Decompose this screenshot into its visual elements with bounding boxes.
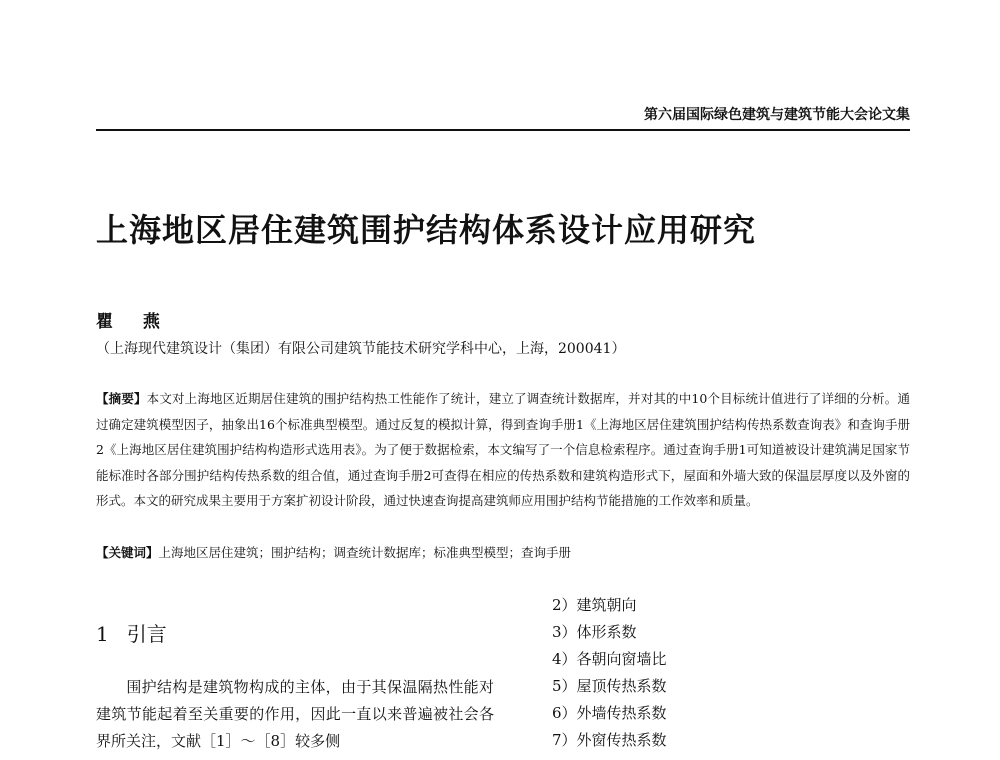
list-item: 3）体形系数 xyxy=(552,623,637,641)
list-item: 7）外窗传热系数 xyxy=(552,731,667,749)
intro-text: 围护结构是建筑物构成的主体，由于其保温隔热性能对建筑节能起着至关重要的作用，因此一直以来普遍被社会各界所关注，文献［1］～［8］较多侧 xyxy=(96,678,494,750)
paper-title: 上海地区居住建筑围护结构体系设计应用研究 xyxy=(96,211,757,249)
factor-list xyxy=(552,592,667,754)
list-item: 4）各朝向窗墙比 xyxy=(552,650,667,668)
header-rule xyxy=(96,129,910,131)
author-affiliation: （上海现代建筑设计（集团）有限公司建筑节能技术研究学科中心，上海，200041） xyxy=(96,341,626,357)
author-name: 瞿 燕 xyxy=(96,312,172,332)
section-heading xyxy=(96,618,167,647)
intro-paragraph xyxy=(96,674,494,755)
section-title: 引言 xyxy=(126,622,167,646)
abstract-label: 【摘要】 xyxy=(96,391,147,406)
keywords-text: 上海地区居住建筑；围护结构；调查统计数据库；标准典型模型；查询手册 xyxy=(158,545,572,560)
section-number: 1 xyxy=(96,622,109,646)
abstract-text: 本文对上海地区近期居住建筑的围护结构热工性能作了统计，建立了调查统计数据库，并对其的中10个目标统计值进行了详细的分析。通过确定建筑模型因子，抽象出16个标准典型模型。通过反复的模拟计算，得到查询手册1《上海地区居住建筑围护结构传热系数查询表》和查询手册2《上海地区居住建筑围护结构构造形式选用表》。为了便于数据检索，本文编写了一个信息检索程序。通过查询手册1可知道被设计建筑满足国家节能标准时各部分围护结构传热系数的组合值，通过查询手册2可查得在相应的传热系数和建筑构造形式下，屋面和外墙大致的保温层厚度以及外窗的形式。本文的研究成果主要用于方案扩初设计阶段，通过快速查询提高建筑师应用围护结构节能措施的工作效率和质量。 xyxy=(96,391,910,508)
keywords xyxy=(96,543,571,561)
list-item: 5）屋顶传热系数 xyxy=(552,677,667,695)
list-item: 2）建筑朝向 xyxy=(552,596,637,614)
keywords-label: 【关键词】 xyxy=(96,545,159,560)
abstract xyxy=(96,386,910,514)
list-item: 6）外墙传热系数 xyxy=(552,704,667,722)
running-header: 第六届国际绿色建筑与建筑节能大会论文集 xyxy=(644,107,910,123)
